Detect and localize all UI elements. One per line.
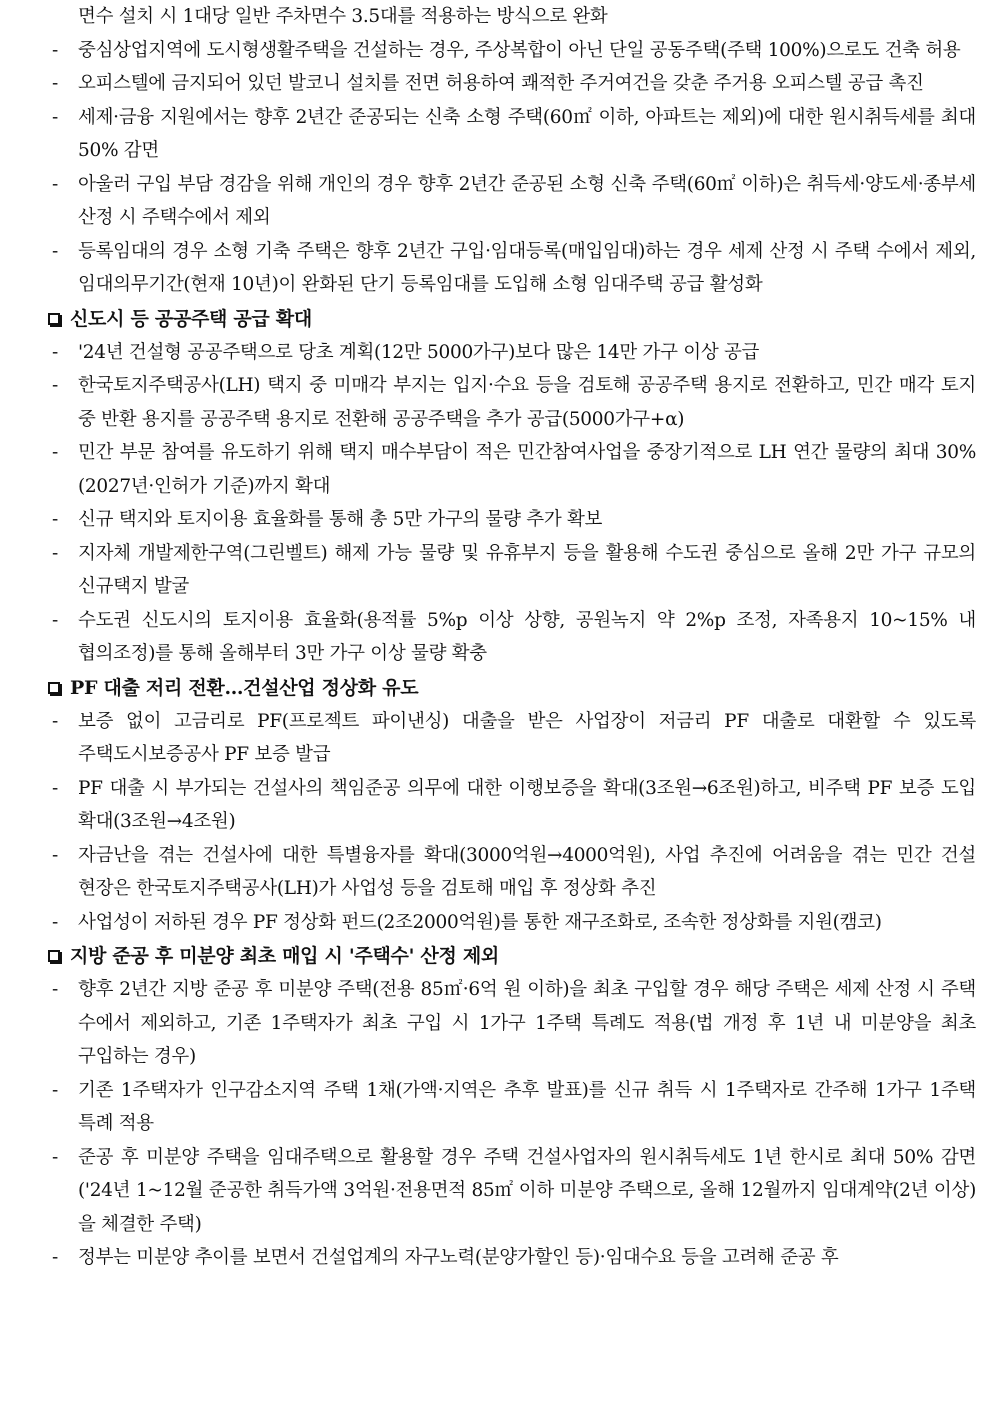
- bullet-dash: -: [52, 609, 58, 631]
- bullet-item: [46, 973, 976, 1074]
- bullet-dash: -: [52, 73, 58, 94]
- bullet-item: [46, 369, 976, 436]
- section-heading: [46, 939, 976, 973]
- bullet-item: [46, 537, 976, 604]
- bullet-dash: -: [52, 341, 58, 363]
- bullet-item: [46, 906, 976, 940]
- section: [46, 34, 976, 302]
- bullet-item: [46, 235, 976, 302]
- checkbox-square-icon: [48, 313, 60, 325]
- section: [46, 671, 976, 940]
- bullet-dash: -: [52, 375, 58, 396]
- bullet-item: [46, 1241, 976, 1275]
- bullet-text: 자금난을 겪는 건설사에 대한 특별융자를 확대(3000억원→4000억원), 사업 추진에 어려움을 겪는 민간 건설 현장은 한국토지주택공사(LH)가 사업성 등을 검토해 매입 후 정상화 추진: [78, 844, 976, 899]
- bullet-text: 오피스텔에 금지되어 있던 발코니 설치를 전면 허용하여 쾌적한 주거여건을 갖춘 주거용 오피스텔 공급 촉진: [78, 73, 924, 94]
- bullet-item: [46, 34, 976, 68]
- section: [46, 939, 976, 1275]
- bullet-dash: -: [52, 39, 58, 61]
- section-heading: [46, 671, 976, 705]
- bullet-item: [46, 839, 976, 906]
- bullet-item: [46, 1141, 976, 1242]
- bullet-dash: -: [52, 173, 58, 195]
- section: [46, 302, 976, 671]
- checkbox-square-icon: [48, 950, 60, 962]
- bullet-item: [46, 1074, 976, 1141]
- bullet-text: 중심상업지역에 도시형생활주택을 건설하는 경우, 주상복합이 아닌 단일 공동주택(주택 100%)으로도 건축 허용: [78, 39, 961, 61]
- bullet-item: [46, 503, 976, 537]
- bullet-text: '24년 건설형 공공주택으로 당초 계획(12만 5000가구)보다 많은 14만 가구 이상 공급: [78, 341, 760, 363]
- bullet-text: PF 대출 시 부가되는 건설사의 책임준공 의무에 대한 이행보증을 확대(3조원→6조원)하고, 비주택 PF 보증 도입 확대(3조원→4조원): [78, 777, 976, 832]
- section-heading: [46, 302, 976, 336]
- bullet-item: [46, 705, 976, 772]
- bullet-dash: -: [52, 979, 58, 1000]
- bullet-text: 한국토지주택공사(LH) 택지 중 미매각 부지는 입지·수요 등을 검토해 공공주택 용지로 전환하고, 민간 매각 토지 중 반환 용지를 공공주택 용지로 전환해 공공주택을 추가 공급(5000가구+α): [78, 375, 976, 430]
- bullet-item: [46, 772, 976, 839]
- bullet-dash: -: [52, 1247, 58, 1268]
- bullet-dash: -: [52, 1146, 58, 1168]
- bullet-dash: -: [52, 777, 58, 799]
- checkbox-square-icon: [48, 682, 60, 694]
- bullet-text: 기존 1주택자가 인구감소지역 주택 1채(가액·지역은 추후 발표)를 신규 취득 시 1주택자로 간주해 1가구 1주택 특례 적용: [78, 1079, 976, 1134]
- document-sections: [46, 34, 976, 1275]
- section-heading-text: 신도시 등 공공주택 공급 확대: [70, 307, 312, 330]
- bullet-text: 등록임대의 경우 소형 기축 주택은 향후 2년간 구입·임대등록(매입임대)하는 경우 세제 산정 시 주택 수에서 제외, 임대의무기간(현재 10년)이 완화된 단기 등록임대를 도입해 소형 임대주택 공급 활성화: [78, 240, 976, 295]
- bullet-text: 보증 없이 고금리로 PF(프로젝트 파이낸싱) 대출을 받은 사업장이 저금리 PF 대출로 대환할 수 있도록 주택도시보증공사 PF 보증 발급: [78, 710, 976, 765]
- bullet-dash: -: [52, 542, 58, 564]
- intro-continuation-line: 면수 설치 시 1대당 일반 주차면수 3.5대를 적용하는 방식으로 완화: [78, 6, 608, 27]
- bullet-text: 민간 부문 참여를 유도하기 위해 택지 매수부담이 적은 민간참여사업을 중장기적으로 LH 연간 물량의 최대 30%(2027년·인허가 기준)까지 확대: [78, 442, 976, 497]
- bullet-text: 세제·금융 지원에서는 향후 2년간 준공되는 신축 소형 주택(60㎡ 이하, 아파트는 제외)에 대한 원시취득세를 최대 50% 감면: [78, 106, 976, 161]
- bullet-text: 지자체 개발제한구역(그린벨트) 해제 가능 물량 및 유휴부지 등을 활용해 수도권 중심으로 올해 2만 가구 규모의 신규택지 발굴: [78, 542, 976, 597]
- bullet-item: [46, 101, 976, 168]
- bullet-dash: -: [52, 710, 58, 732]
- bullet-item: [46, 604, 976, 671]
- bullet-text: 향후 2년간 지방 준공 후 미분양 주택(전용 85㎡·6억 원 이하)을 최초 구입할 경우 해당 주택은 세제 산정 시 주택 수에서 제외하고, 기존 1주택자가 최초 구입 시 1가구 1주택 특례도 적용(법 개정 후 1년 내 미분양을 최초 구입하는 경우): [78, 979, 976, 1067]
- bullet-dash: -: [52, 509, 58, 530]
- bullet-text: 신규 택지와 토지이용 효율화를 통해 총 5만 가구의 물량 추가 확보: [78, 509, 603, 530]
- bullet-dash: -: [52, 240, 58, 262]
- section-heading-text: 지방 준공 후 미분양 최초 매입 시 '주택수' 산정 제외: [70, 945, 499, 967]
- bullet-dash: -: [52, 844, 58, 866]
- bullet-item: [46, 336, 976, 370]
- bullet-item: [46, 436, 976, 503]
- bullet-dash: -: [52, 1079, 58, 1101]
- section-heading-text: PF 대출 저리 전환…건설산업 정상화 유도: [70, 676, 419, 699]
- bullet-text: 준공 후 미분양 주택을 임대주택으로 활용할 경우 주택 건설사업자의 원시취득세도 1년 한시로 최대 50% 감면('24년 1~12월 준공한 취득가액 3억원·전용면적 85㎡ 이하 미분양 주택으로, 올해 12월까지 임대계약(2년 이상)을 체결한 주택): [78, 1146, 976, 1235]
- bullet-item: [46, 168, 976, 235]
- bullet-dash: -: [52, 106, 58, 128]
- bullet-item: [46, 67, 976, 101]
- bullet-dash: -: [52, 442, 58, 463]
- bullet-dash: -: [52, 911, 58, 933]
- bullet-text: 아울러 구입 부담 경감을 위해 개인의 경우 향후 2년간 준공된 소형 신축 주택(60㎡ 이하)은 취득세·양도세·종부세 산정 시 주택수에서 제외: [78, 173, 976, 228]
- bullet-text: 사업성이 저하된 경우 PF 정상화 펀드(2조2000억원)를 통한 재구조화로, 조속한 정상화를 지원(캠코): [78, 911, 882, 933]
- bullet-text: 수도권 신도시의 토지이용 효율화(용적률 5%p 이상 상향, 공원녹지 약 2%p 조정, 자족용지 10~15% 내 협의조정)를 통해 올해부터 3만 가구 이상 물량 확충: [78, 609, 976, 664]
- bullet-text: 정부는 미분양 추이를 보면서 건설업계의 자구노력(분양가할인 등)·임대수요 등을 고려해 준공 후: [78, 1247, 839, 1268]
